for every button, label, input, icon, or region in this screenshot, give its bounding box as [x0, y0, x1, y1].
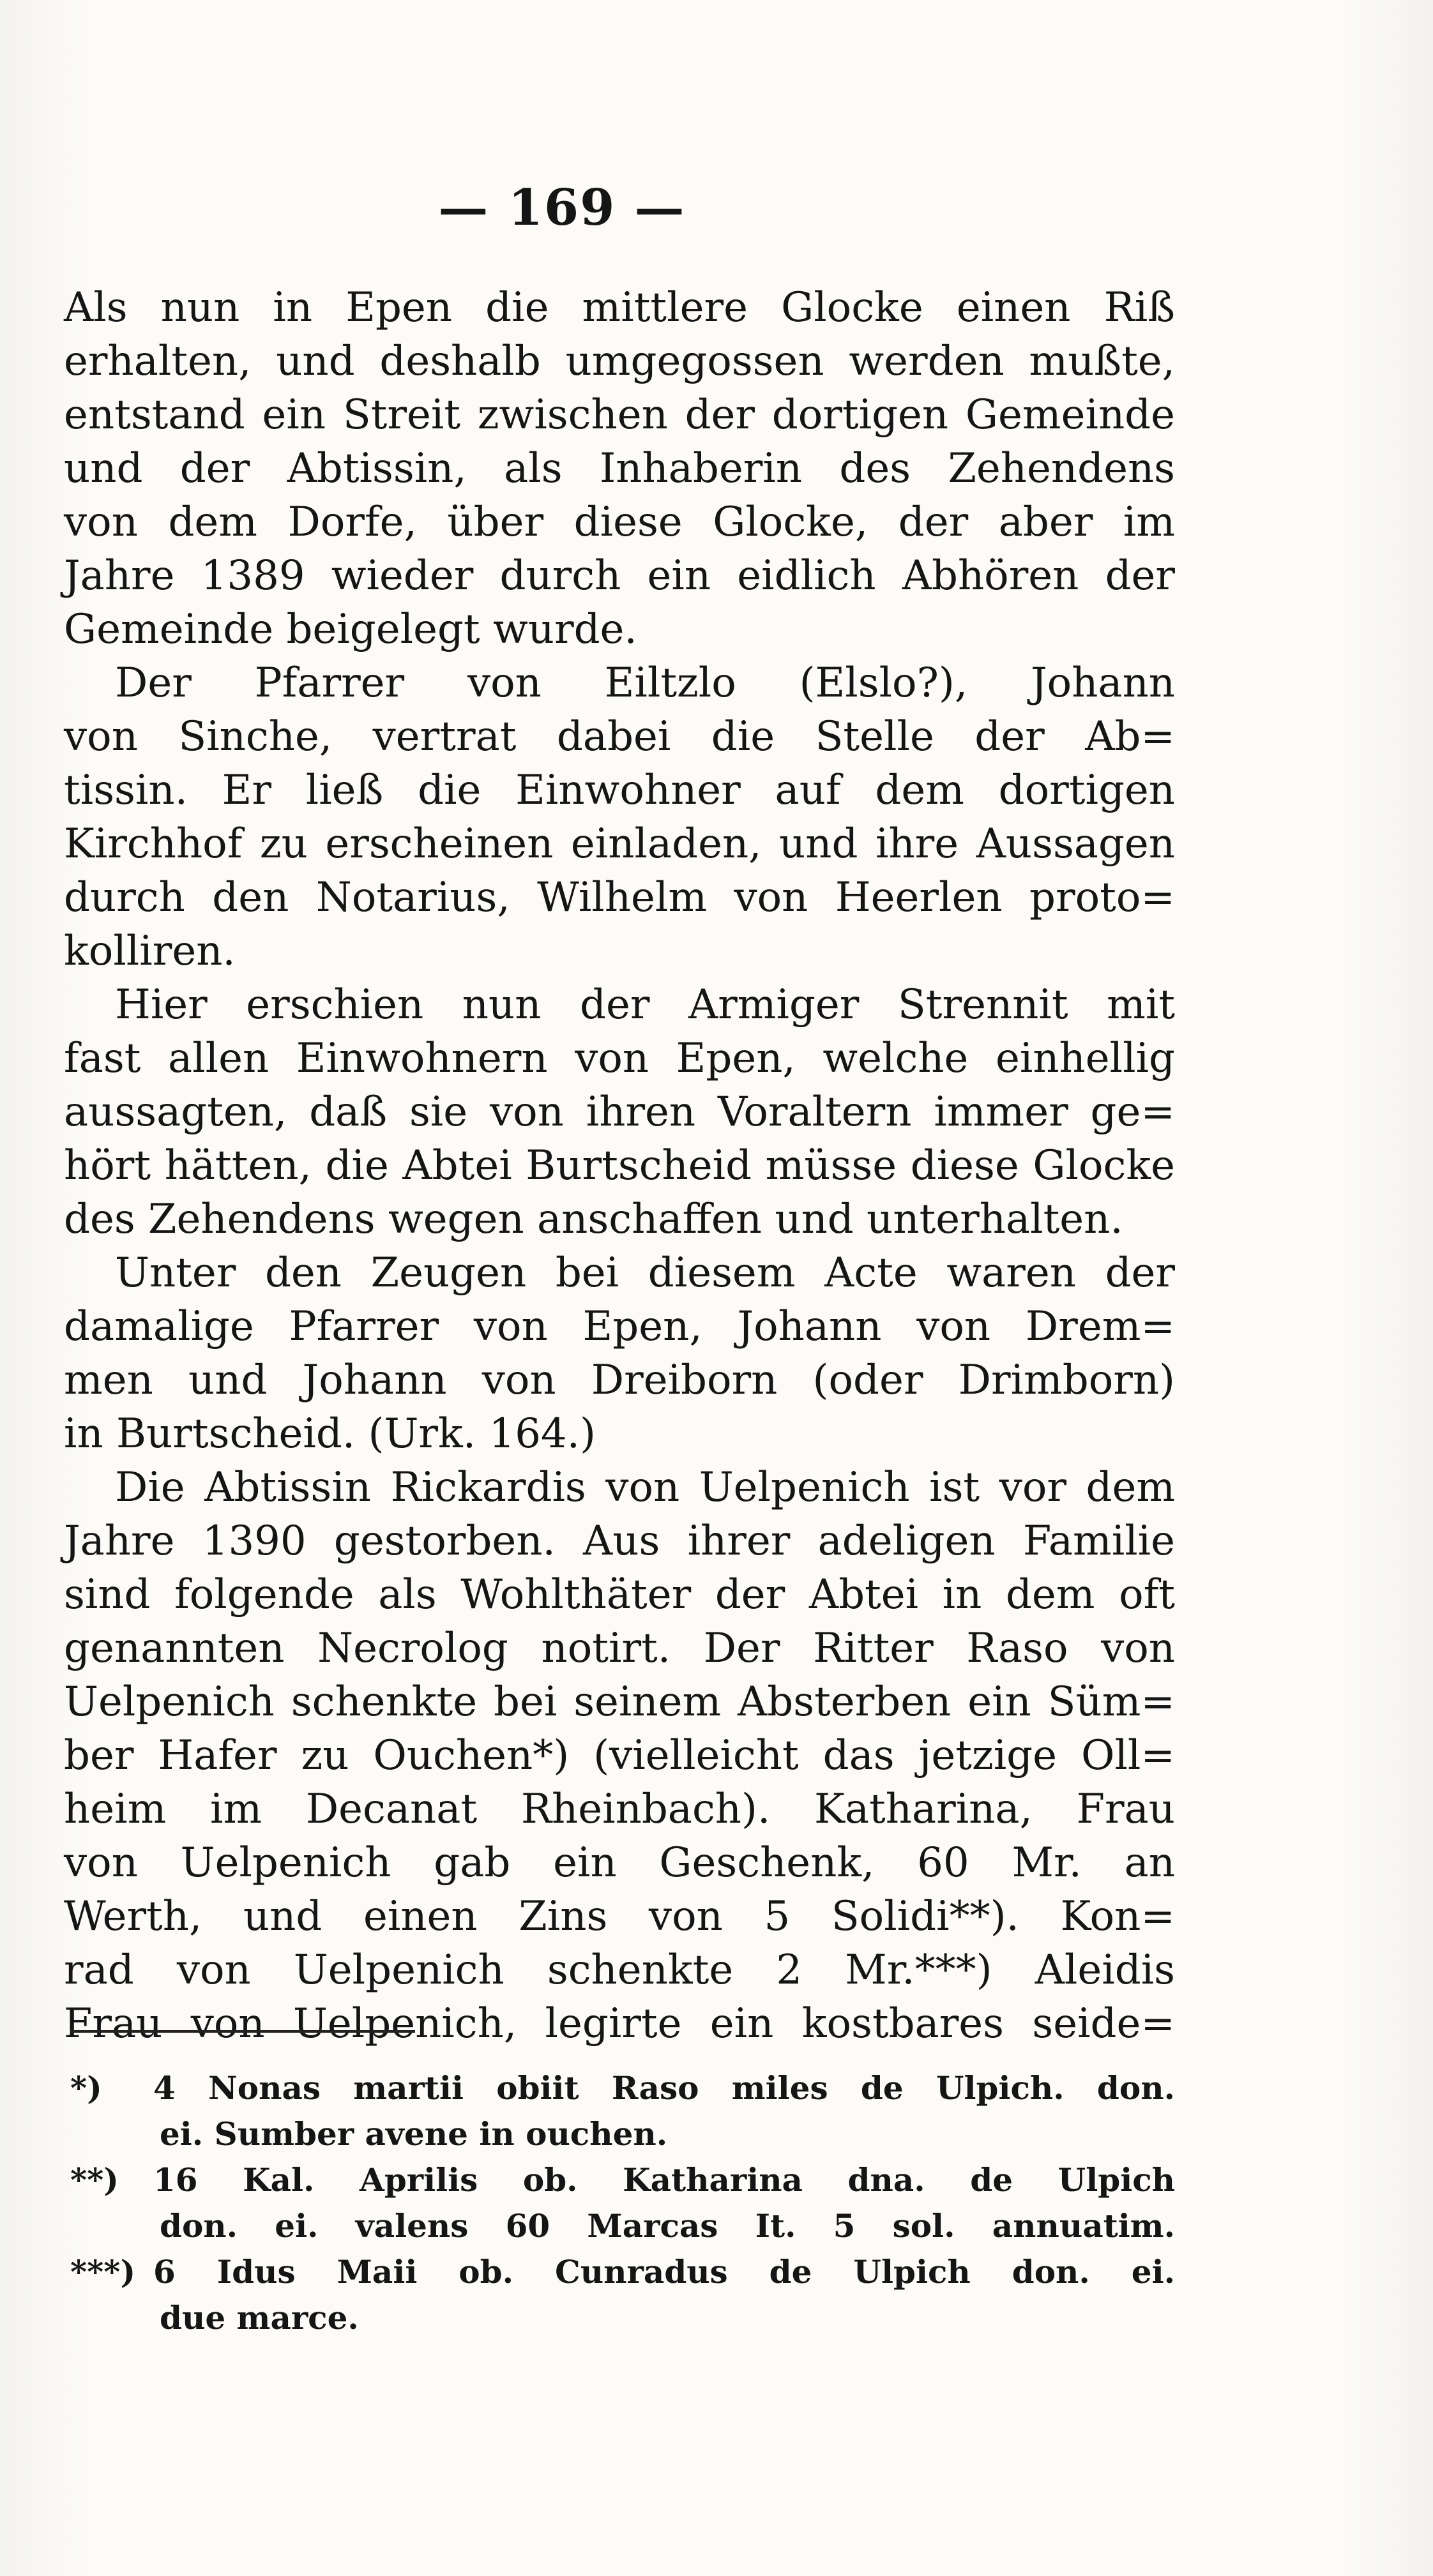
text-line: tissin. Er ließ die Einwohner auf dem dortigen [64, 767, 1175, 814]
footnote-text: 4 Nonas martii obiit Raso miles de Ulpich. don. [153, 2069, 1175, 2107]
text-line: und der Abtissin, als Inhaberin des Zehendens [64, 445, 1175, 492]
footnote-line [70, 2111, 1175, 2157]
footnote-marker: *) [70, 2069, 102, 2107]
text-line: Gemeinde beigelegt wurde. [64, 606, 637, 653]
text-line: in Burtscheid. (Urk. 164.) [64, 1410, 596, 1457]
footnote-line [70, 2065, 1175, 2111]
text-line: kolliren. [64, 928, 236, 975]
text-line: aussagten, daß sie von ihren Voraltern immer ge= [64, 1088, 1175, 1136]
text-line: Werth, und einen Zins von 5 Solidi**). Kon= [64, 1893, 1175, 1940]
footnote-line [70, 2203, 1175, 2249]
text-line: des Zehendens wegen anschaffen und unterhalten. [64, 1196, 1123, 1243]
footnote-marker: **) [70, 2161, 119, 2199]
text-line: fast allen Einwohnern von Epen, welche einhellig [64, 1035, 1175, 1082]
text-line: damalige Pfarrer von Epen, Johann von Drem= [64, 1303, 1175, 1350]
text-line: Unter den Zeugen bei diesem Acte waren der [115, 1249, 1175, 1297]
text-line: durch den Notarius, Wilhelm von Heerlen proto= [64, 874, 1175, 921]
text-line: Als nun in Epen die mittlere Glocke einen Riß [64, 284, 1175, 331]
footnote-line [70, 2249, 1175, 2295]
text-line: von Sinche, vertrat dabei die Stelle der Ab= [64, 713, 1175, 760]
text-line: Frau von Uelpenich, legirte ein kostbares seide= [64, 2000, 1175, 2047]
footnote-text: 16 Kal. Aprilis ob. Katharina dna. de Ulpich [153, 2161, 1175, 2199]
text-line: Jahre 1390 gestorben. Aus ihrer adeligen Familie [64, 1518, 1175, 1565]
text-line: genannten Necrolog notirt. Der Ritter Raso von [64, 1625, 1175, 1672]
footnote-marker: ***) [70, 2253, 136, 2291]
footnotes [70, 2065, 1175, 2341]
text-line: entstand ein Streit zwischen der dortigen Gemeinde [64, 391, 1175, 439]
text-line: ber Hafer zu Ouchen*) (vielleicht das jetzige Oll= [64, 1732, 1175, 1779]
footnote-divider [70, 2030, 415, 2033]
footnote-text: don. ei. valens 60 Marcas It. 5 sol. annuatim. [160, 2207, 1175, 2245]
page-number: — 169 — [438, 179, 686, 237]
footnote-line [70, 2157, 1175, 2203]
text-line: von dem Dorfe, über diese Glocke, der aber im [64, 499, 1175, 546]
text-line: Uelpenich schenkte bei seinem Absterben ein Süm= [64, 1678, 1175, 1726]
text-line: men und Johann von Dreiborn (oder Drimborn) [64, 1357, 1175, 1404]
text-line: Die Abtissin Rickardis von Uelpenich ist vor dem [115, 1464, 1175, 1511]
text-line: Der Pfarrer von Eiltzlo (Elslo?), Johann [115, 659, 1175, 707]
footnote-line [70, 2295, 1175, 2341]
text-line: von Uelpenich gab ein Geschenk, 60 Mr. an [64, 1839, 1175, 1887]
footnote-text: due marce. [160, 2299, 359, 2337]
text-line: erhalten, und deshalb umgegossen werden mußte, [64, 338, 1175, 385]
text-line: sind folgende als Wohlthäter der Abtei in dem oft [64, 1571, 1175, 1618]
text-line: rad von Uelpenich schenkte 2 Mr.***) Aleidis [64, 1947, 1175, 1994]
footnote-text: ei. Sumber avene in ouchen. [160, 2115, 668, 2153]
text-line: heim im Decanat Rheinbach). Katharina, Frau [64, 1786, 1175, 1833]
text-line: hört hätten, die Abtei Burtscheid müsse diese Glocke [64, 1142, 1175, 1189]
body-text [64, 281, 1175, 2051]
text-line: Kirchhof zu erscheinen einladen, und ihre Aussagen [64, 820, 1175, 868]
text-line: Jahre 1389 wieder durch ein eidlich Abhören der [64, 552, 1175, 599]
text-line: Hier erschien nun der Armiger Strennit mit [115, 981, 1175, 1028]
footnote-text: 6 Idus Maii ob. Cunradus de Ulpich don. ei. [153, 2253, 1175, 2291]
